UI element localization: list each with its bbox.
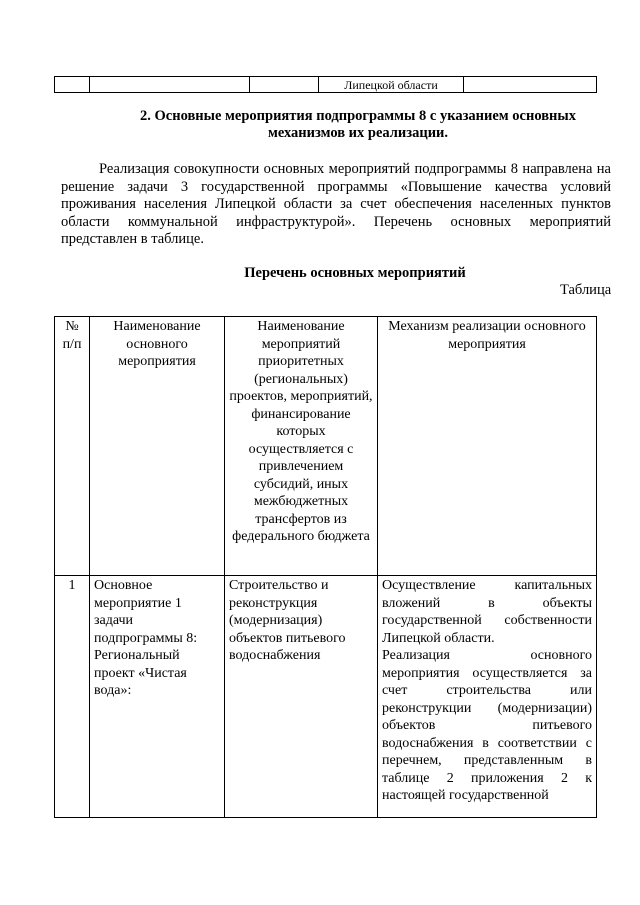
mechanism-paragraph-1: Осуществление капитальных вложений в объекты государственной собственности Липецкой области. bbox=[382, 578, 592, 646]
table-header-row bbox=[55, 317, 597, 576]
row-mechanism bbox=[378, 576, 597, 818]
section-heading bbox=[98, 108, 618, 142]
continued-table-fragment bbox=[54, 76, 597, 93]
intro-paragraph bbox=[61, 161, 611, 249]
table-caption: Таблица bbox=[560, 282, 612, 298]
list-title: Перечень основных мероприятий bbox=[244, 265, 466, 281]
intro-paragraph-text: Реализация совокупности основных мероприятий подпрограммы 8 направлена на решение задачи 3 государственной программы «Повышение качества условий проживания населения Липецкой области за счет обеспечения населенных пунктов области коммунальной инфраструктурой». Перечень основных мероприятий представлен в таблице. bbox=[61, 161, 611, 248]
table-cell bbox=[55, 77, 90, 93]
table-cell: Липецкой области bbox=[319, 77, 464, 93]
header-number: № п/п bbox=[55, 317, 90, 576]
row-number: 1 bbox=[55, 576, 90, 818]
row-measure-name: Основное мероприятие 1 задачи подпрограммы 8: Региональный проект «Чистая вода»: bbox=[90, 576, 225, 818]
section-heading-line2: механизмов их реализации. bbox=[267, 125, 449, 141]
table-row bbox=[55, 576, 597, 818]
header-measure-name: Наименование основного мероприятия bbox=[90, 317, 225, 576]
table-cell bbox=[464, 77, 597, 93]
mechanism-paragraph-2: Реализация основного мероприятия осуществляется за счет строительства или реконструкции (модернизации) объектов питьевого водоснабжения в соответствии с перечнем, представленным в таблице 2 приложения 2 к настоящей государственной bbox=[382, 648, 592, 803]
header-projects: Наименование мероприятий приоритетных (региональных) проектов, мероприятий, финансирование которых осуществляется с привлечением субсидий, иных межбюджетных трансфертов из федерального бюджета bbox=[225, 317, 378, 576]
measures-table bbox=[54, 316, 597, 818]
section-heading-line1: 2. Основные мероприятия подпрограммы 8 с указанием основных bbox=[140, 108, 576, 124]
table-row bbox=[55, 77, 597, 93]
row-projects: Строительство и реконструкция (модернизация) объектов питьевого водоснабжения bbox=[225, 576, 378, 818]
table-cell bbox=[90, 77, 250, 93]
header-mechanism: Механизм реализации основного мероприятия bbox=[378, 317, 597, 576]
table-cell bbox=[250, 77, 319, 93]
